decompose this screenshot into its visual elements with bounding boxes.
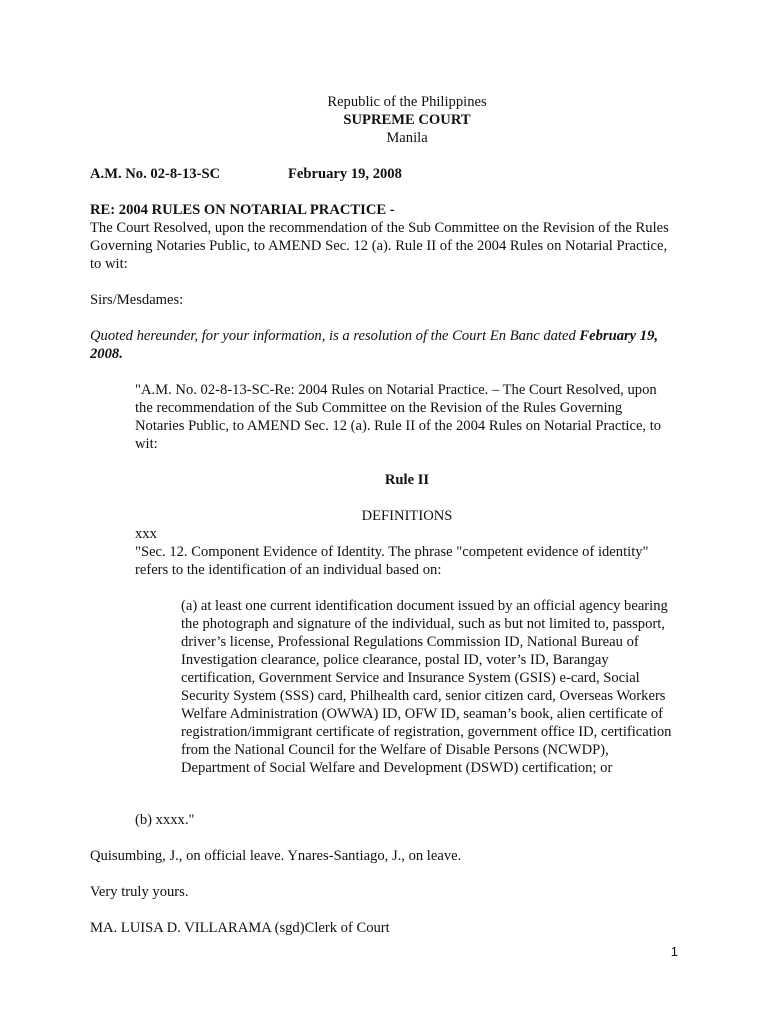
quote-intro: "A.M. No. 02-8-13-SC-Re: 2004 Rules on Notarial Practice. – The Court Resolved, upon the recommendation of the Sub Committee on the Revision of the Rules Governing Notaries Public, to AMEND Sec. 12 (a). Rule II of the 2004 Rules on Notarial Practice, to wit: xyxy=(135,382,662,452)
definitions-title: DEFINITIONS xyxy=(361,508,453,524)
closing: Very truly yours. xyxy=(90,884,189,900)
page-number: 1 xyxy=(670,944,678,959)
subject-title: RE: 2004 RULES ON NOTARIAL PRACTICE - xyxy=(90,202,395,218)
case-date: February 19, 2008 xyxy=(288,166,402,182)
notice-end: . xyxy=(119,346,123,362)
signature: MA. LUISA D. VILLARAMA (sgd)Clerk of Court xyxy=(90,920,390,936)
case-number: A.M. No. 02-8-13-SC xyxy=(90,166,221,182)
salutation: Sirs/Mesdames: xyxy=(90,292,184,308)
subject-summary: The Court Resolved, upon the recommendation of the Sub Committee on the Revision of the Rules Governing Notaries Public, to AMEND Sec. 12 (a). Rule II of the 2004 Rules on Notarial Practice, to wit: xyxy=(90,220,669,272)
leave-note: Quisumbing, J., on official leave. Ynares-Santiago, J., on leave. xyxy=(90,848,462,864)
header-republic: Republic of the Philippines xyxy=(327,94,487,110)
item-b: (b) xxxx." xyxy=(135,812,195,828)
section-12: "Sec. 12. Component Evidence of Identity. The phrase "competent evidence of identity" refers to the identification of an individual based on: xyxy=(135,544,649,578)
xxx-marker: xxx xyxy=(135,526,157,542)
header-court: SUPREME COURT xyxy=(343,112,471,128)
rule-title: Rule II xyxy=(384,472,430,488)
item-a: (a) at least one current identification document issued by an official agency bearing the photograph and signature of the individual, such as but not limited to, passport, driver’s license, Professional Regulations Commission ID, National Bureau of Investigation clearance, police clearance, postal ID, voter’s ID, Barangay certification, Government Service and Insurance System (GSIS) e-card, Social Security System (SSS) card, Philhealth card, senior citizen card, Overseas Workers Welfare Administration (OWWA) ID, OFW ID, seaman’s book, alien certificate of registration/immigrant certificate of registration, government office ID, certification from the National Council for the Welfare of Disable Persons (NCWDP), Department of Social Welfare and Development (DSWD) certification; or xyxy=(181,598,672,776)
notice-text: Quoted hereunder, for your information, is a resolution of the Court En Banc dated xyxy=(90,328,580,344)
notice-paragraph xyxy=(90,327,675,363)
header-city: Manila xyxy=(386,130,428,146)
notice-date: February 19, 2008 xyxy=(90,328,659,362)
